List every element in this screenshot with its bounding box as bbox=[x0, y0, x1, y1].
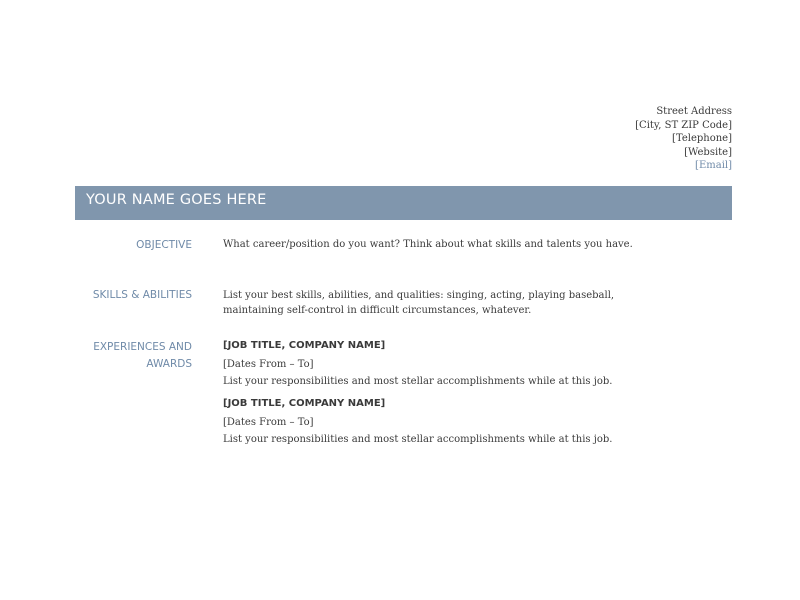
city-state-zip[interactable]: [City, ST ZIP Code] bbox=[635, 119, 732, 131]
objective-label: OBJECTIVE bbox=[136, 239, 192, 251]
street-address[interactable]: Street Address bbox=[656, 106, 732, 117]
job-dates[interactable]: [Dates From – To] bbox=[223, 417, 314, 428]
experiences-label-line2: AWARDS bbox=[146, 358, 192, 370]
skills-label: SKILLS & ABILITIES bbox=[92, 289, 192, 301]
job-entry bbox=[223, 397, 653, 448]
job-description[interactable]: List your responsibilities and most stellar accomplishments while at this job. bbox=[223, 376, 613, 387]
job-description[interactable]: List your responsibilities and most stellar accomplishments while at this job. bbox=[223, 434, 613, 445]
website[interactable]: [Website] bbox=[684, 146, 732, 158]
name-banner bbox=[75, 186, 732, 220]
job-dates[interactable]: [Dates From – To] bbox=[223, 359, 314, 370]
job-title[interactable]: [JOB TITLE, COMPANY NAME] bbox=[223, 398, 386, 409]
email[interactable]: [Email] bbox=[695, 160, 732, 171]
your-name[interactable]: YOUR NAME GOES HERE bbox=[86, 192, 267, 208]
telephone[interactable]: [Telephone] bbox=[672, 133, 732, 144]
experiences-list bbox=[223, 339, 653, 448]
contact-block bbox=[635, 105, 732, 173]
job-title[interactable]: [JOB TITLE, COMPANY NAME] bbox=[223, 340, 386, 351]
experiences-label bbox=[93, 339, 192, 373]
experiences-label-line1: EXPERIENCES AND bbox=[93, 341, 192, 353]
objective-text[interactable]: What career/position do you want? Think about what skills and talents you have. bbox=[223, 239, 633, 250]
job-entry bbox=[223, 339, 653, 390]
skills-text[interactable]: List your best skills, abilities, and qualities: singing, acting, playing baseball, maintaining self-control in difficult circumstances, whatever. bbox=[223, 290, 615, 316]
